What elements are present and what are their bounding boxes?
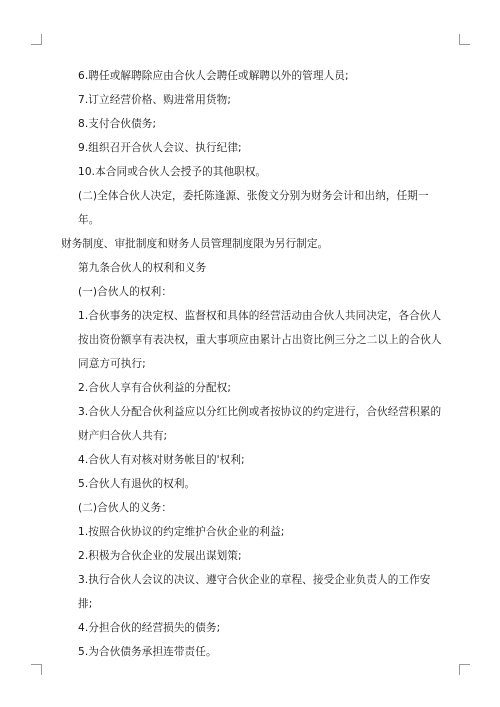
paragraph: 4.合伙人有对核对财务帐目的'权利;: [78, 454, 245, 466]
paragraph: 财务制度、审批制度和财务人员管理制度限为另行制定。: [61, 238, 329, 250]
document-body: [61, 64, 444, 664]
crop-mark-bottom-right: [459, 664, 470, 675]
paragraph: 5.为合伙债务承担连带责任。: [78, 646, 217, 658]
crop-mark-top-right: [459, 34, 470, 45]
paragraph: 10.本合同或合伙人会授予的其他职权。: [78, 166, 267, 178]
paragraph: 5.合伙人有退伙的权利。: [78, 478, 196, 490]
paragraph: 2.合伙人享有合伙利益的分配权;: [78, 382, 231, 394]
paragraph: 7.订立经营价格、购进常用货物;: [78, 94, 231, 106]
crop-mark-bottom-left: [31, 664, 42, 675]
section-heading: 第九条合伙人的权利和义务: [78, 262, 207, 274]
subsection-heading: (一)合伙人的权利：: [78, 286, 173, 298]
paragraph: 9.组织召开合伙人会议、执行纪律;: [78, 142, 242, 154]
paragraph: 4.分担合伙的经营损失的债务;: [78, 622, 221, 634]
paragraph: 2.积极为合伙企业的发展出谋划策;: [78, 550, 242, 562]
paragraph: 1.按照合伙协议的约定维护合伙企业的利益;: [78, 526, 285, 538]
paragraph: 1.合伙事务的决定权、监督权和具体的经营活动由合伙人共同决定，各合伙人按出资份额享有表决权，重大事项应由累计占出资比例三分之二以上的合伙人同意方可执行;: [78, 310, 442, 370]
paragraph: (二)全体合伙人决定，委托陈逢源、张俊文分别为财务会计和出纳，任期一年。: [78, 190, 429, 226]
paragraph: 6.聘任或解聘除应由合伙人会聘任或解聘以外的管理人员;: [78, 70, 349, 82]
paragraph: 8.支付合伙债务;: [78, 118, 157, 130]
paragraph: 3.执行合伙人会议的决议、遵守合伙企业的章程、接受企业负责人的工作安排;: [78, 574, 431, 610]
crop-mark-top-left: [31, 34, 42, 45]
paragraph: 3.合伙人分配合伙利益应以分红比例或者按协议的约定进行，合伙经营积累的财产归合伙人共有;: [78, 406, 442, 442]
subsection-heading: (二)合伙人的义务：: [78, 502, 173, 514]
